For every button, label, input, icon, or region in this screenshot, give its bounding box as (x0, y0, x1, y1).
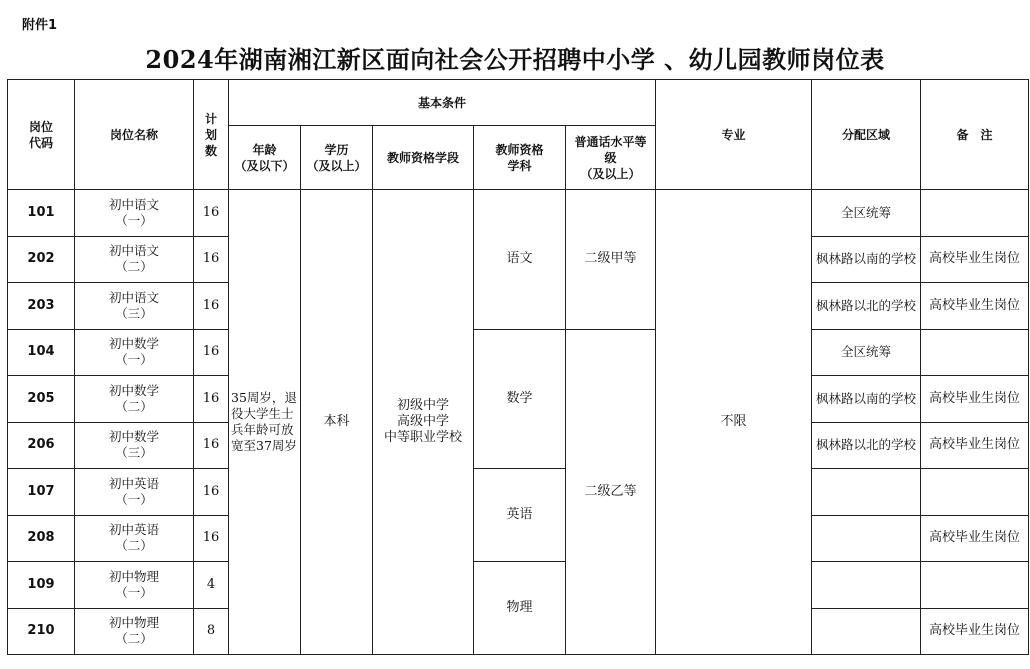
position-count: 16 (194, 469, 229, 516)
header-note: 备 注 (921, 80, 1029, 190)
position-count: 16 (194, 236, 229, 283)
header-education: 学历 （及以上） (301, 126, 373, 190)
position-note (921, 329, 1029, 376)
position-name: 初中语文 （二） (75, 236, 194, 283)
header-mandarin: 普通话水平等 级 （及以上） (566, 126, 656, 190)
position-name: 初中英语 （一） (75, 469, 194, 516)
table-row (8, 469, 1029, 516)
position-code: 210 (8, 608, 75, 655)
position-name: 初中语文 （三） (75, 283, 194, 330)
position-name: 初中物理 （二） (75, 608, 194, 655)
education-requirement: 本科 (301, 190, 373, 655)
position-note: 高校毕业生岗位 (921, 515, 1029, 562)
position-name: 初中数学 （三） (75, 422, 194, 469)
position-code: 202 (8, 236, 75, 283)
position-code: 205 (8, 376, 75, 423)
header-major: 专业 (656, 80, 812, 190)
position-count: 16 (194, 329, 229, 376)
header-basic-conditions: 基本条件 (229, 80, 656, 126)
position-code: 107 (8, 469, 75, 516)
position-count: 16 (194, 190, 229, 237)
header-name: 岗位名称 (75, 80, 194, 190)
position-count: 16 (194, 376, 229, 423)
position-count: 16 (194, 515, 229, 562)
position-count: 16 (194, 422, 229, 469)
table-row (8, 190, 1029, 237)
attachment-label: 附件1 (22, 18, 58, 33)
position-note: 高校毕业生岗位 (921, 236, 1029, 283)
assignment-region: 枫林路以南的学校 (812, 376, 921, 423)
position-note: 高校毕业生岗位 (921, 608, 1029, 655)
assignment-region (812, 562, 921, 609)
mandarin-level-a: 二级甲等 (566, 190, 656, 330)
header-region: 分配区域 (812, 80, 921, 190)
position-code: 206 (8, 422, 75, 469)
assignment-region (812, 469, 921, 516)
table-row (8, 329, 1029, 376)
assignment-region: 全区统筹 (812, 329, 921, 376)
assignment-region: 全区统筹 (812, 190, 921, 237)
header-stage: 教师资格学段 (373, 126, 474, 190)
positions-table (7, 79, 1029, 655)
position-code: 109 (8, 562, 75, 609)
mandarin-level-b: 二级乙等 (566, 329, 656, 655)
assignment-region (812, 608, 921, 655)
position-code: 203 (8, 283, 75, 330)
header-code: 岗位 代码 (8, 80, 75, 190)
position-note: 高校毕业生岗位 (921, 422, 1029, 469)
position-code: 104 (8, 329, 75, 376)
position-code: 101 (8, 190, 75, 237)
position-note: 高校毕业生岗位 (921, 376, 1029, 423)
table-row (8, 562, 1029, 609)
position-count: 8 (194, 608, 229, 655)
position-note (921, 190, 1029, 237)
subject-physics: 物理 (474, 562, 566, 655)
position-name: 初中数学 （一） (75, 329, 194, 376)
header-subject: 教师资格 学科 (474, 126, 566, 190)
document-title: 2024年湖南湘江新区面向社会公开招聘中小学 、幼儿园教师岗位表 (145, 45, 885, 74)
teacher-stage: 初级中学 高级中学 中等职业学校 (373, 190, 474, 655)
position-count: 16 (194, 283, 229, 330)
position-note (921, 469, 1029, 516)
position-count: 4 (194, 562, 229, 609)
position-note (921, 562, 1029, 609)
header-age: 年龄 （及以下） (229, 126, 301, 190)
major-requirement: 不限 (656, 190, 812, 655)
header-count: 计 划 数 (194, 80, 229, 190)
subject-math: 数学 (474, 329, 566, 469)
age-requirement: 35周岁，退役大学生士兵年龄可放宽至37周岁 (229, 190, 301, 655)
position-name: 初中英语 （二） (75, 515, 194, 562)
assignment-region (812, 515, 921, 562)
subject-english: 英语 (474, 469, 566, 562)
position-name: 初中语文 （一） (75, 190, 194, 237)
position-name: 初中物理 （一） (75, 562, 194, 609)
subject-chinese: 语文 (474, 190, 566, 330)
assignment-region: 枫林路以南的学校 (812, 236, 921, 283)
assignment-region: 枫林路以北的学校 (812, 422, 921, 469)
position-note: 高校毕业生岗位 (921, 283, 1029, 330)
position-name: 初中数学 （二） (75, 376, 194, 423)
position-code: 208 (8, 515, 75, 562)
assignment-region: 枫林路以北的学校 (812, 283, 921, 330)
